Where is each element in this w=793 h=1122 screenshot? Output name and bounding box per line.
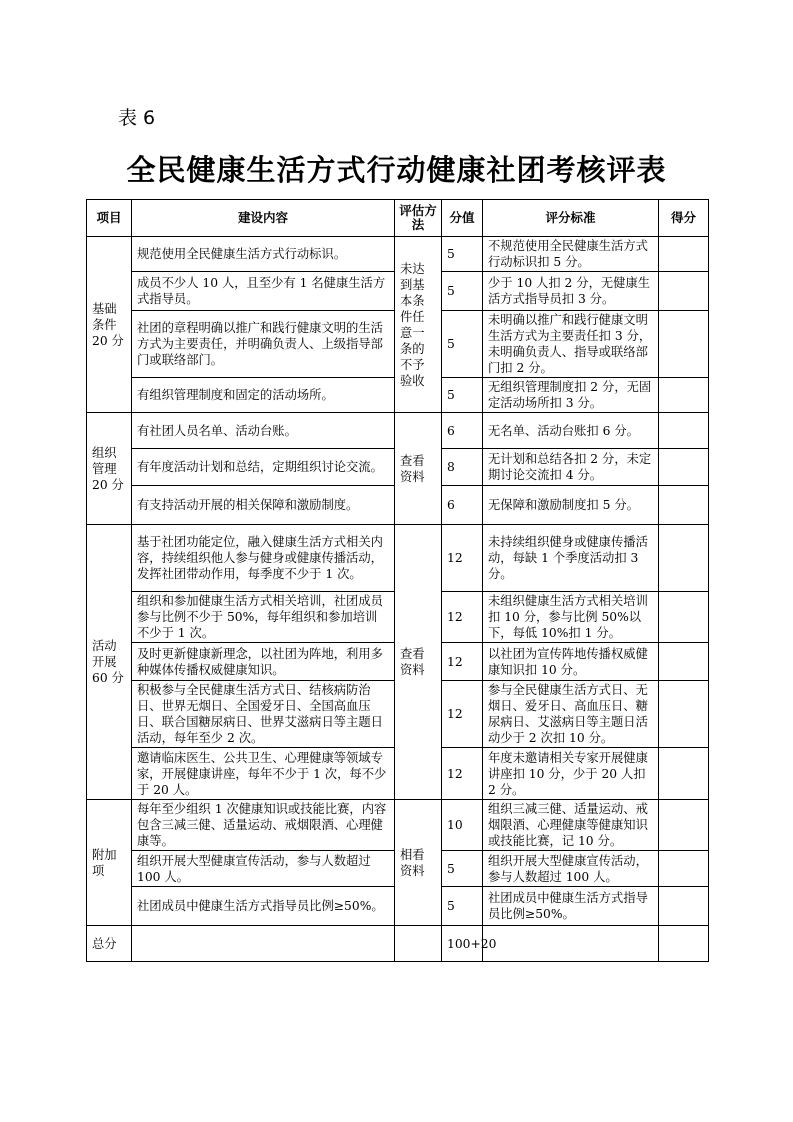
points-cell	[659, 851, 709, 887]
content-cell: 基于社团功能定位，融入健康生活方式相关内容，持续组织他人参与健身或健康传播活动，发挥社团带动作用，每季度不少于 1 次。	[132, 525, 395, 592]
content-cell: 有社团人员名单、活动台账。	[132, 413, 395, 449]
score-cell: 8	[442, 449, 483, 486]
content-cell: 成员不少人 10 人，且至少有 1 名健康生活方式指导员。	[132, 272, 395, 311]
header-content: 建设内容	[132, 200, 395, 237]
section-item-cell: 附加项	[87, 800, 132, 926]
content-cell: 每年至少组织 1 次健康知识或技能比赛，内容包含三减三健、适量运动、戒烟限酒、心理健康等。	[132, 800, 395, 851]
score-cell: 5	[442, 272, 483, 311]
criteria-cell: 未组织健康生活方式相关培训扣 10 分，参与比例 50%以下，每低 10%扣 1 分。	[483, 592, 659, 643]
total-method-cell	[395, 926, 442, 962]
content-cell: 有年度活动计划和总结，定期组织讨论交流。	[132, 449, 395, 486]
table-number-label: 表 6	[118, 107, 156, 129]
content-cell: 组织和参加健康生活方式相关培训，社团成员参与比例不少于 50%，每年组织和参加培训不少于 1 次。	[132, 592, 395, 643]
total-score: 100+20	[442, 926, 483, 962]
score-cell: 12	[442, 643, 483, 681]
points-cell	[659, 525, 709, 592]
content-cell: 社团的章程明确以推广和践行健康文明的生活方式为主要责任，并明确负责人、上级指导部门或联络部门。	[132, 311, 395, 378]
criteria-cell: 未持续组织健身或健康传播活动，每缺 1 个季度活动扣 3 分。	[483, 525, 659, 592]
score-cell: 12	[442, 525, 483, 592]
criteria-cell: 年度未邀请相关专家开展健康讲座扣 10 分，少于 20 人扣 2 分。	[483, 748, 659, 800]
method-cell: 查看资料	[395, 413, 442, 525]
content-cell: 邀请临床医生、公共卫生、心理健康等领域专家，开展健康讲座，每年不少于 1 次，每不少于 20 人。	[132, 748, 395, 800]
points-cell	[659, 681, 709, 748]
points-cell	[659, 272, 709, 311]
points-cell	[659, 800, 709, 851]
content-cell: 积极参与全民健康生活方式日、结核病防治日、世界无烟日、全国爱牙日、全国高血压日、联合国糖尿病日、世界艾滋病日等主题日活动，每年至少 2 次。	[132, 681, 395, 748]
total-points-cell	[659, 926, 709, 962]
section-item-cell: 组织管理20 分	[87, 413, 132, 525]
criteria-cell: 不规范使用全民健康生活方式行动标识扣 5 分。	[483, 237, 659, 272]
content-cell: 及时更新健康新理念，以社团为阵地，利用多种媒体传播权威健康知识。	[132, 643, 395, 681]
score-cell: 5	[442, 311, 483, 378]
score-cell: 12	[442, 681, 483, 748]
header-item: 项目	[87, 200, 132, 237]
points-cell	[659, 486, 709, 525]
criteria-cell: 参与全民健康生活方式日、无烟日、爱牙日、高血压日、糖尿病日、艾滋病日等主题日活动少于 2 次扣 10 分。	[483, 681, 659, 748]
content-cell: 组织开展大型健康宣传活动，参与人数超过 100 人。	[132, 851, 395, 887]
score-cell: 10	[442, 800, 483, 851]
table-row	[87, 237, 709, 272]
points-cell	[659, 748, 709, 800]
score-cell: 12	[442, 748, 483, 800]
points-cell	[659, 378, 709, 413]
header-row	[87, 200, 709, 237]
header-points: 得分	[659, 200, 709, 237]
criteria-cell: 少于 10 人扣 2 分，无健康生活方式指导员扣 3 分。	[483, 272, 659, 311]
points-cell	[659, 413, 709, 449]
header-score: 分值	[442, 200, 483, 237]
header-method: 评估方法	[395, 200, 442, 237]
method-cell: 相看资料	[395, 800, 442, 926]
score-cell: 5	[442, 237, 483, 272]
header-criteria: 评分标准	[483, 200, 659, 237]
section-item-cell: 基础条件20 分	[87, 237, 132, 413]
page-title: 全民健康生活方式行动健康社团考核评表	[126, 153, 667, 187]
method-cell: 查看资料	[395, 525, 442, 800]
score-cell: 5	[442, 378, 483, 413]
score-cell: 12	[442, 592, 483, 643]
total-label: 总分	[87, 926, 132, 962]
points-cell	[659, 237, 709, 272]
criteria-cell: 组织三减三健、适量运动、戒烟限酒、心理健康等健康知识或技能比赛，记 10 分。	[483, 800, 659, 851]
criteria-cell: 无名单、活动台账扣 6 分。	[483, 413, 659, 449]
table-row	[87, 525, 709, 592]
table-row	[87, 413, 709, 449]
section-item-cell: 活动开展60 分	[87, 525, 132, 800]
score-cell: 6	[442, 486, 483, 525]
content-cell: 规范使用全民健康生活方式行动标识。	[132, 237, 395, 272]
score-cell: 5	[442, 887, 483, 926]
total-row	[87, 926, 709, 962]
criteria-cell: 未明确以推广和践行健康文明生活方式为主要责任扣 3 分，未明确负责人、指导或联络部门扣 2 分。	[483, 311, 659, 378]
points-cell	[659, 592, 709, 643]
score-cell: 5	[442, 851, 483, 887]
content-cell: 社团成员中健康生活方式指导员比例≥50%。	[132, 887, 395, 926]
assessment-table	[86, 199, 709, 962]
criteria-cell: 以社团为宣传阵地传播权威健康知识扣 10 分。	[483, 643, 659, 681]
score-cell: 6	[442, 413, 483, 449]
criteria-cell: 组织开展大型健康宣传活动，参与人数超过 100 人。	[483, 851, 659, 887]
criteria-cell: 社团成员中健康生活方式指导员比例≥50%。	[483, 887, 659, 926]
content-cell: 有支持活动开展的相关保障和激励制度。	[132, 486, 395, 525]
total-content-cell	[132, 926, 395, 962]
criteria-cell: 无组织管理制度扣 2 分，无固定活动场所扣 3 分。	[483, 378, 659, 413]
criteria-cell: 无保障和激励制度扣 5 分。	[483, 486, 659, 525]
points-cell	[659, 311, 709, 378]
method-cell: 未达到基本条件任意一条的不予验收	[395, 237, 442, 413]
points-cell	[659, 643, 709, 681]
table-row	[87, 800, 709, 851]
points-cell	[659, 887, 709, 926]
points-cell	[659, 449, 709, 486]
content-cell: 有组织管理制度和固定的活动场所。	[132, 378, 395, 413]
total-criteria-cell	[483, 926, 659, 962]
criteria-cell: 无计划和总结各扣 2 分，未定期讨论交流扣 4 分。	[483, 449, 659, 486]
